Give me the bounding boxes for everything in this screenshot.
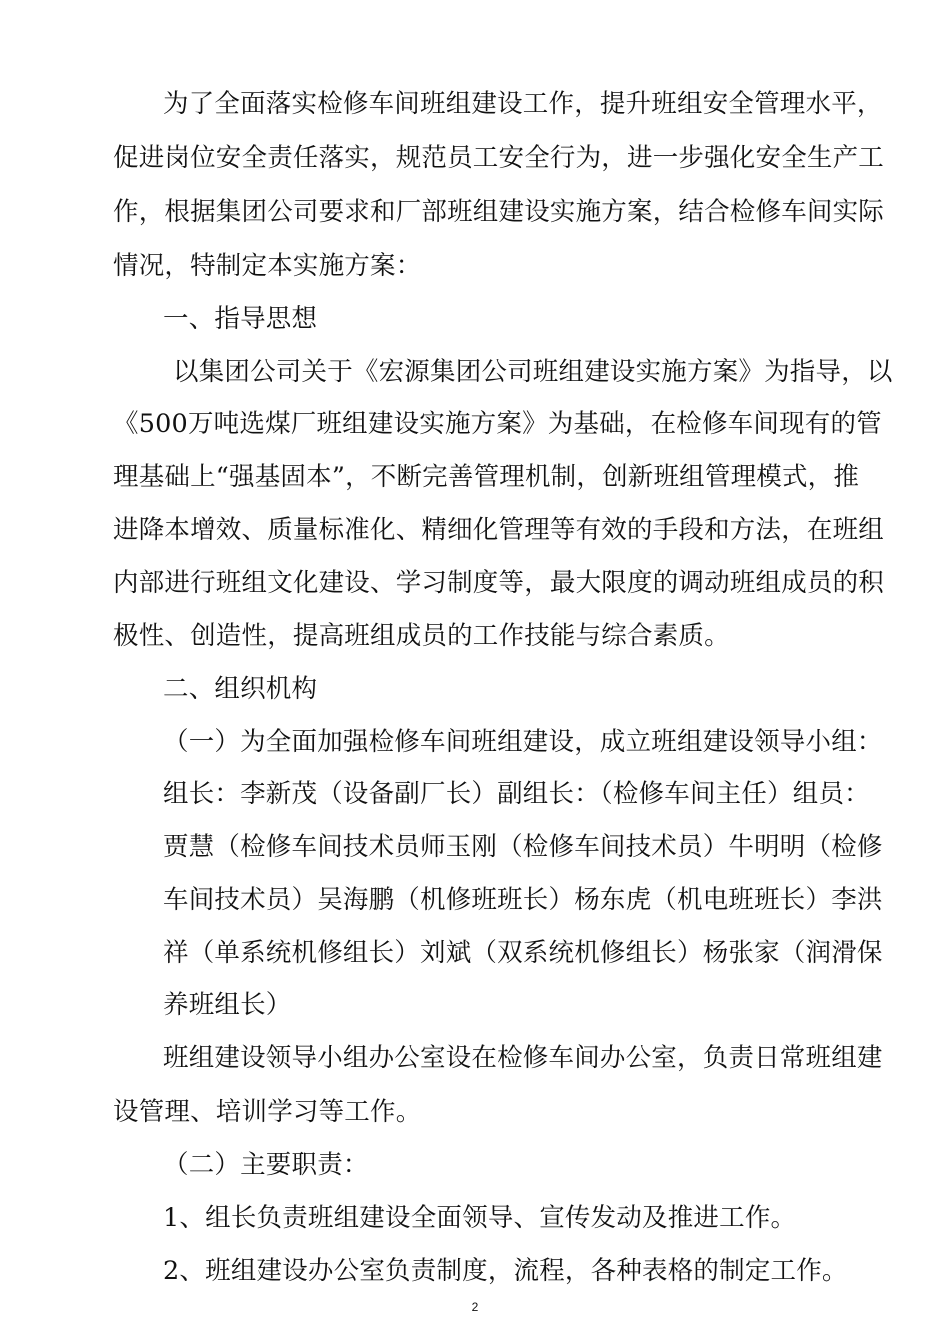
text-line: 班组建设领导小组办公室设在检修车间办公室，负责日常班组建	[163, 1043, 883, 1073]
page-number: 2	[471, 1300, 479, 1314]
list-item: 1、组长负责班组建设全面领导、宣传发动及推进工作。	[163, 1203, 797, 1233]
text-line: 车间技术员）吴海鹏（机修班班长）杨东虎（机电班班长）李洪	[163, 885, 883, 915]
text-line: 贾慧（检修车间技术员师玉刚（检修车间技术员）牛明明（检修	[163, 832, 883, 862]
text-line: 极性、创造性，提高班组成员的工作技能与综合素质。	[113, 621, 730, 651]
text-line: 情况，特制定本实施方案：	[113, 251, 422, 281]
list-item: 2、班组建设办公室负责制度，流程，各种表格的制定工作。	[163, 1256, 848, 1286]
text-line: 设管理、培训学习等工作。	[113, 1097, 422, 1127]
text-line: 作，根据集团公司要求和厂部班组建设实施方案，结合检修车间实际	[113, 197, 885, 227]
subsection-heading-main-duties: （二）主要职责：	[163, 1150, 369, 1180]
text-line: 进降本增效、质量标准化、精细化管理等有效的手段和方法，在班组	[113, 515, 885, 545]
text-line: （一）为全面加强检修车间班组建设，成立班组建设领导小组：	[163, 727, 883, 757]
text-line: 内部进行班组文化建设、学习制度等，最大限度的调动班组成员的积	[113, 568, 885, 598]
text-line: 祥（单系统机修组长）刘斌（双系统机修组长）杨张家（润滑保	[163, 938, 883, 968]
text-line: 理基础上“强基固本”，不断完善管理机制，创新班组管理模式，推	[113, 462, 860, 492]
text-line: 以集团公司关于《宏源集团公司班组建设实施方案》为指导，以	[173, 357, 893, 387]
section-heading-guiding-ideology: 一、指导思想	[163, 304, 318, 334]
text-line: 为了全面落实检修车间班组建设工作，提升班组安全管理水平，	[163, 89, 883, 119]
section-heading-organization: 二、组织机构	[163, 674, 318, 704]
text-line: 养班组长）	[163, 990, 292, 1020]
text-line: 《500万吨选煤厂班组建设实施方案》为基础，在检修车间现有的管	[113, 409, 882, 439]
text-line: 组长：李新茂（设备副厂长）副组长：（检修车间主任）组员：	[163, 779, 870, 809]
text-line: 促进岗位安全责任落实，规范员工安全行为，进一步强化安全生产工	[113, 143, 885, 173]
